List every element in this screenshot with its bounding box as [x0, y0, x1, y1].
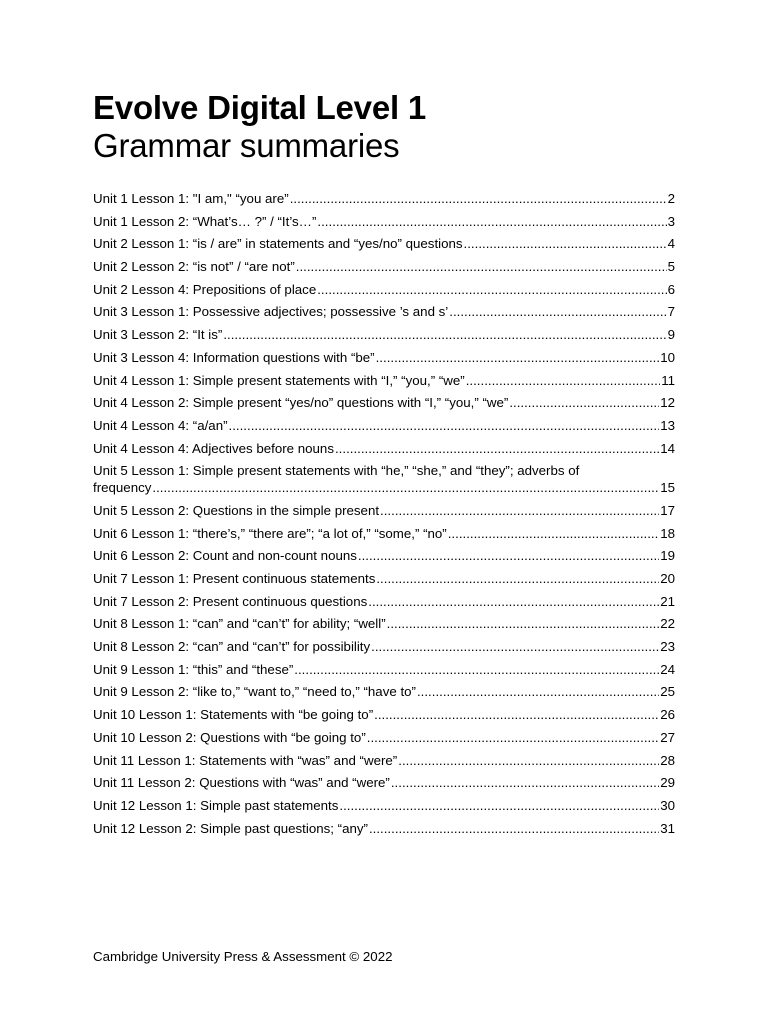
toc-entry-label: Unit 7 Lesson 1: Present continuous statements	[93, 571, 376, 586]
dot-leader	[317, 213, 666, 230]
toc-entry-page-number: 4	[667, 236, 675, 252]
toc-entry-page-number: 2	[667, 191, 675, 206]
toc-entry-row	[93, 190, 675, 207]
toc-entry-label: Unit 4 Lesson 4: Adjectives before nouns	[93, 440, 334, 456]
toc-entry[interactable]	[93, 281, 675, 298]
toc-entry-page-number: 25	[660, 684, 675, 700]
toc-entry-row	[93, 593, 675, 610]
toc-entry[interactable]	[93, 349, 675, 366]
toc-entry-label: Unit 3 Lesson 1: Possessive adjectives; possessive ’s and s’	[93, 304, 449, 320]
dot-leader	[374, 706, 659, 723]
toc-entry[interactable]	[93, 440, 675, 457]
toc-entry-row	[93, 615, 675, 632]
dot-leader	[229, 417, 660, 434]
toc-entry-page-number: 21	[660, 593, 675, 609]
dot-leader	[339, 797, 659, 814]
toc-entry-label: Unit 10 Lesson 1: Statements with “be going to”	[93, 707, 374, 723]
toc-entry[interactable]	[93, 394, 675, 411]
toc-entry-row	[93, 774, 675, 791]
toc-entry[interactable]	[93, 615, 675, 632]
toc-entry-page-number: 15	[660, 480, 675, 496]
toc-entry-row	[93, 417, 675, 434]
toc-entry-label: Unit 11 Lesson 2: Questions with “was” and “were”	[93, 775, 390, 791]
toc-entry-label: Unit 6 Lesson 2: Count and non-count nouns	[93, 548, 357, 564]
toc-entry-page-number: 20	[660, 571, 675, 586]
toc-entry-page-number: 30	[660, 797, 675, 813]
toc-entry-row	[93, 525, 675, 542]
toc-entry-page-number: 19	[660, 548, 675, 564]
toc-entry[interactable]	[93, 235, 675, 252]
toc-entry-label: Unit 9 Lesson 2: “like to,” “want to,” “need to,” “have to”	[93, 684, 416, 700]
dot-leader	[290, 190, 667, 207]
dot-leader	[376, 570, 659, 587]
dot-leader	[371, 638, 659, 655]
dot-leader	[294, 661, 659, 678]
toc-entry-row	[93, 258, 675, 275]
dot-leader	[296, 258, 667, 275]
toc-entry-row	[93, 326, 675, 343]
document-title: Evolve Digital Level 1	[93, 89, 427, 126]
toc-entry[interactable]	[93, 190, 675, 207]
dot-leader	[369, 820, 659, 837]
toc-entry[interactable]	[93, 547, 675, 564]
toc-entry-page-number: 10	[660, 349, 675, 365]
toc-entry[interactable]	[93, 213, 675, 230]
toc-entry-page-number: 27	[660, 729, 675, 745]
toc-entry-row	[93, 752, 675, 769]
toc-entry[interactable]	[93, 797, 675, 814]
toc-entry-row	[93, 303, 675, 320]
toc-entry[interactable]	[93, 729, 675, 746]
toc-entry[interactable]	[93, 417, 675, 434]
dot-leader	[317, 281, 666, 298]
toc-entry[interactable]	[93, 525, 675, 542]
toc-entry-row	[93, 683, 675, 700]
toc-entry[interactable]	[93, 752, 675, 769]
toc-entry-label: Unit 4 Lesson 4: “a/an”	[93, 417, 228, 433]
toc-entry-row	[93, 281, 675, 298]
toc-entry-label: Unit 3 Lesson 4: Information questions with “be”	[93, 349, 375, 365]
dot-leader	[387, 615, 660, 632]
copyright-footer: Cambridge University Press & Assessment © 2022	[93, 949, 393, 964]
toc-entry-row	[93, 479, 675, 496]
dot-leader	[380, 502, 659, 519]
dot-leader	[509, 394, 659, 411]
toc-entry[interactable]	[93, 820, 675, 837]
toc-entry-row	[93, 372, 675, 389]
toc-entry-label: Unit 3 Lesson 2: “It is”	[93, 327, 223, 343]
toc-entry-label: Unit 12 Lesson 1: Simple past statements	[93, 797, 339, 813]
toc-entry-label: Unit 4 Lesson 2: Simple present “yes/no” questions with “I,” “you,” “we”	[93, 395, 509, 411]
toc-entry-page-number: 26	[660, 707, 675, 723]
toc-entry-row	[93, 570, 675, 587]
dot-leader	[367, 729, 659, 746]
toc-entry[interactable]	[93, 570, 675, 587]
toc-entry[interactable]	[93, 326, 675, 343]
toc-entry-page-number: 5	[667, 259, 675, 275]
toc-entry-label: Unit 7 Lesson 2: Present continuous questions	[93, 593, 368, 609]
toc-entry[interactable]	[93, 502, 675, 519]
toc-entry-row	[93, 349, 675, 366]
dot-leader	[466, 372, 660, 389]
toc-entry-row	[93, 547, 675, 564]
toc-entry-page-number: 7	[667, 304, 675, 320]
dot-leader	[449, 303, 666, 320]
toc-entry-label: Unit 10 Lesson 2: Questions with “be going to”	[93, 729, 366, 745]
dot-leader	[398, 752, 659, 769]
dot-leader	[464, 235, 667, 252]
toc-entry-label: Unit 1 Lesson 1: "I am," “you are”	[93, 191, 289, 206]
toc-entry-row	[93, 638, 675, 655]
document-page	[93, 0, 675, 1024]
toc-entry-label: Unit 2 Lesson 2: “is not” / “are not”	[93, 259, 295, 275]
toc-entry-page-number: 31	[660, 820, 675, 836]
toc-entry-page-number: 17	[660, 502, 675, 518]
toc-entry-page-number: 3	[667, 213, 675, 229]
toc-entry-page-number: 9	[667, 327, 675, 343]
toc-entry[interactable]	[93, 372, 675, 389]
table-of-contents	[93, 190, 675, 842]
toc-entry-label-continued: frequency	[93, 480, 152, 496]
toc-entry[interactable]	[93, 661, 675, 678]
toc-entry-label: Unit 2 Lesson 1: “is / are” in statements and “yes/no” questions	[93, 236, 463, 252]
toc-entry-row	[93, 502, 675, 519]
toc-entry-page-number: 11	[661, 372, 675, 388]
toc-entry-label: Unit 5 Lesson 1: Simple present statements with “he,” “she,” and “they”; adverbs of	[93, 463, 580, 479]
toc-entry-label: Unit 4 Lesson 1: Simple present statements with “I,” “you,” “we”	[93, 372, 465, 388]
dot-leader	[223, 326, 666, 343]
dot-leader	[448, 525, 659, 542]
dot-leader	[417, 683, 659, 700]
document-subtitle: Grammar summaries	[93, 127, 400, 164]
toc-entry[interactable]	[93, 462, 675, 496]
dot-leader	[376, 349, 660, 366]
toc-entry-page-number: 18	[660, 525, 675, 541]
toc-entry-row	[93, 820, 675, 837]
dot-leader	[358, 547, 659, 564]
toc-entry-label: Unit 2 Lesson 4: Prepositions of place	[93, 281, 317, 297]
toc-entry-row	[93, 706, 675, 723]
toc-entry-label: Unit 8 Lesson 2: “can” and “can’t” for possibility	[93, 639, 371, 655]
toc-entry-row	[93, 235, 675, 252]
dot-leader	[368, 593, 659, 610]
toc-entry-page-number: 6	[667, 281, 675, 297]
toc-entry[interactable]	[93, 303, 675, 320]
toc-entry-label: Unit 9 Lesson 1: “this” and “these”	[93, 661, 294, 677]
toc-entry-row	[93, 213, 675, 230]
toc-entry-page-number: 29	[660, 775, 675, 791]
toc-entry[interactable]	[93, 683, 675, 700]
dot-leader	[391, 774, 659, 791]
toc-entry-label: Unit 6 Lesson 1: “there’s,” “there are”; “a lot of,” “some,” “no”	[93, 525, 447, 541]
toc-entry-page-number: 22	[660, 616, 675, 632]
toc-entry-label: Unit 8 Lesson 1: “can” and “can’t” for ability; “well”	[93, 616, 386, 632]
toc-entry-page-number: 24	[660, 661, 675, 677]
toc-entry-page-number: 28	[660, 752, 675, 768]
toc-entry-label: Unit 11 Lesson 1: Statements with “was” and “were”	[93, 752, 398, 768]
toc-entry-row	[93, 797, 675, 814]
toc-entry[interactable]	[93, 774, 675, 791]
toc-entry-page-number: 23	[660, 639, 675, 655]
toc-entry-label: Unit 1 Lesson 2: “What’s… ?” / “It’s…”	[93, 213, 317, 229]
toc-entry[interactable]	[93, 638, 675, 655]
toc-entry-label: Unit 12 Lesson 2: Simple past questions; “any”	[93, 820, 368, 836]
toc-entry-page-number: 12	[660, 395, 675, 411]
toc-entry-row	[93, 440, 675, 457]
toc-entry-row	[93, 729, 675, 746]
toc-entry-page-number: 13	[660, 417, 675, 433]
toc-entry[interactable]	[93, 593, 675, 610]
dot-leader	[152, 479, 659, 496]
toc-entry-label: Unit 5 Lesson 2: Questions in the simple present	[93, 502, 380, 518]
dot-leader	[335, 440, 659, 457]
toc-entry-row	[93, 661, 675, 678]
toc-entry-row	[93, 394, 675, 411]
toc-entry[interactable]	[93, 258, 675, 275]
toc-entry[interactable]	[93, 706, 675, 723]
toc-entry-page-number: 14	[660, 440, 675, 456]
